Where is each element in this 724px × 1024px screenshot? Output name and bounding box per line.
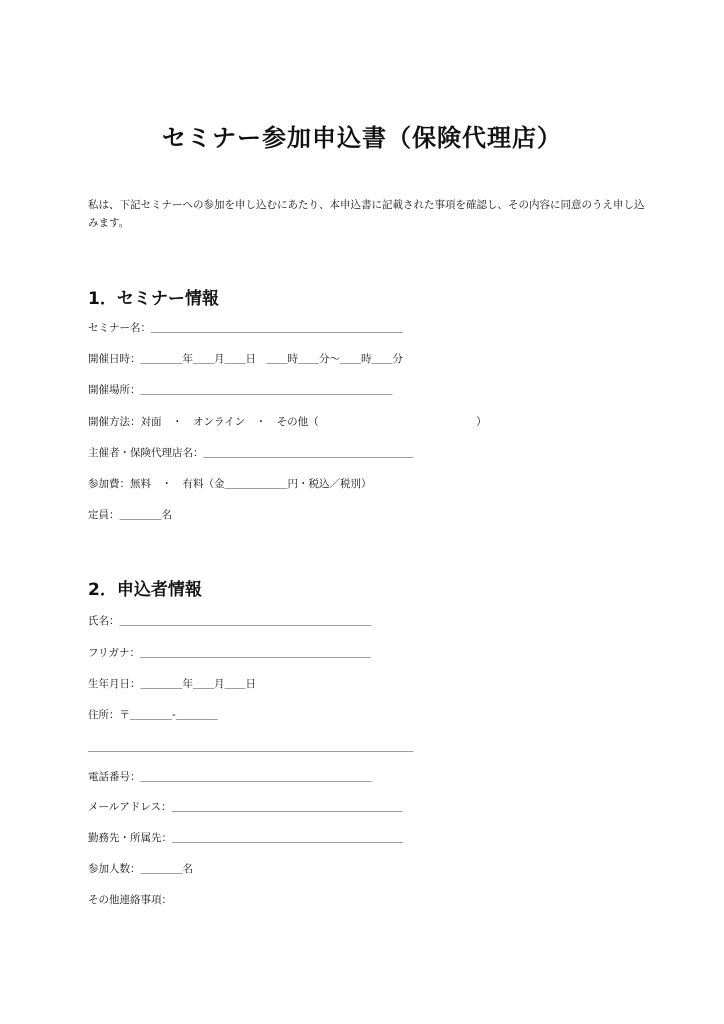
field-venue: 開催場所：＿＿＿＿＿＿＿＿＿＿＿＿＿＿＿＿＿＿＿＿＿＿＿＿ (88, 384, 393, 396)
field-address: 住所：〒＿＿＿＿-＿＿＿＿ (88, 709, 218, 721)
field-method: 開催方法：対面 ・ オンライン ・ その他（ ） (88, 416, 487, 428)
field-address-line: ＿＿＿＿＿＿＿＿＿＿＿＿＿＿＿＿＿＿＿＿＿＿＿＿＿＿＿＿＿＿＿ (88, 741, 414, 753)
field-birthdate: 生年月日：＿＿＿＿年＿＿月＿＿日 (88, 678, 256, 690)
field-other-contact: その他連絡事項： (88, 894, 172, 906)
field-organizer: 主催者・保険代理店名：＿＿＿＿＿＿＿＿＿＿＿＿＿＿＿＿＿＿＿＿ (88, 447, 414, 459)
field-datetime: 開催日時：＿＿＿＿年＿＿月＿＿日 ＿＿時＿＿分～＿＿時＿＿分 (88, 353, 403, 365)
section-heading-seminar-info: 1．セミナー情報 (88, 289, 219, 309)
intro-paragraph: 私は、下記セミナーへの参加を申し込むにあたり、本申込書に記載された事項を確認し、その内容に同意のうえ申し込みます。 (88, 199, 645, 229)
field-fee: 参加費：無料 ・ 有料（金＿＿＿＿＿＿円・税込／税別） (88, 478, 372, 490)
field-furigana: フリガナ：＿＿＿＿＿＿＿＿＿＿＿＿＿＿＿＿＿＿＿＿＿＿ (88, 647, 371, 659)
section-heading-applicant-info: 2．申込者情報 (88, 580, 202, 600)
field-capacity: 定員：＿＿＿＿名 (88, 509, 172, 521)
field-seminar-name: セミナー名：＿＿＿＿＿＿＿＿＿＿＿＿＿＿＿＿＿＿＿＿＿＿＿＿ (88, 322, 403, 334)
field-phone: 電話番号：＿＿＿＿＿＿＿＿＿＿＿＿＿＿＿＿＿＿＿＿＿＿ (88, 771, 372, 783)
field-name: 氏名：＿＿＿＿＿＿＿＿＿＿＿＿＿＿＿＿＿＿＿＿＿＿＿＿ (88, 615, 372, 627)
document-title: セミナー参加申込書（保険代理店） (162, 124, 562, 152)
field-workplace: 勤務先・所属先：＿＿＿＿＿＿＿＿＿＿＿＿＿＿＿＿＿＿＿＿＿＿ (88, 832, 403, 844)
field-email: メールアドレス：＿＿＿＿＿＿＿＿＿＿＿＿＿＿＿＿＿＿＿＿＿＿ (88, 801, 403, 813)
field-participants: 参加人数：＿＿＿＿名 (88, 863, 193, 875)
